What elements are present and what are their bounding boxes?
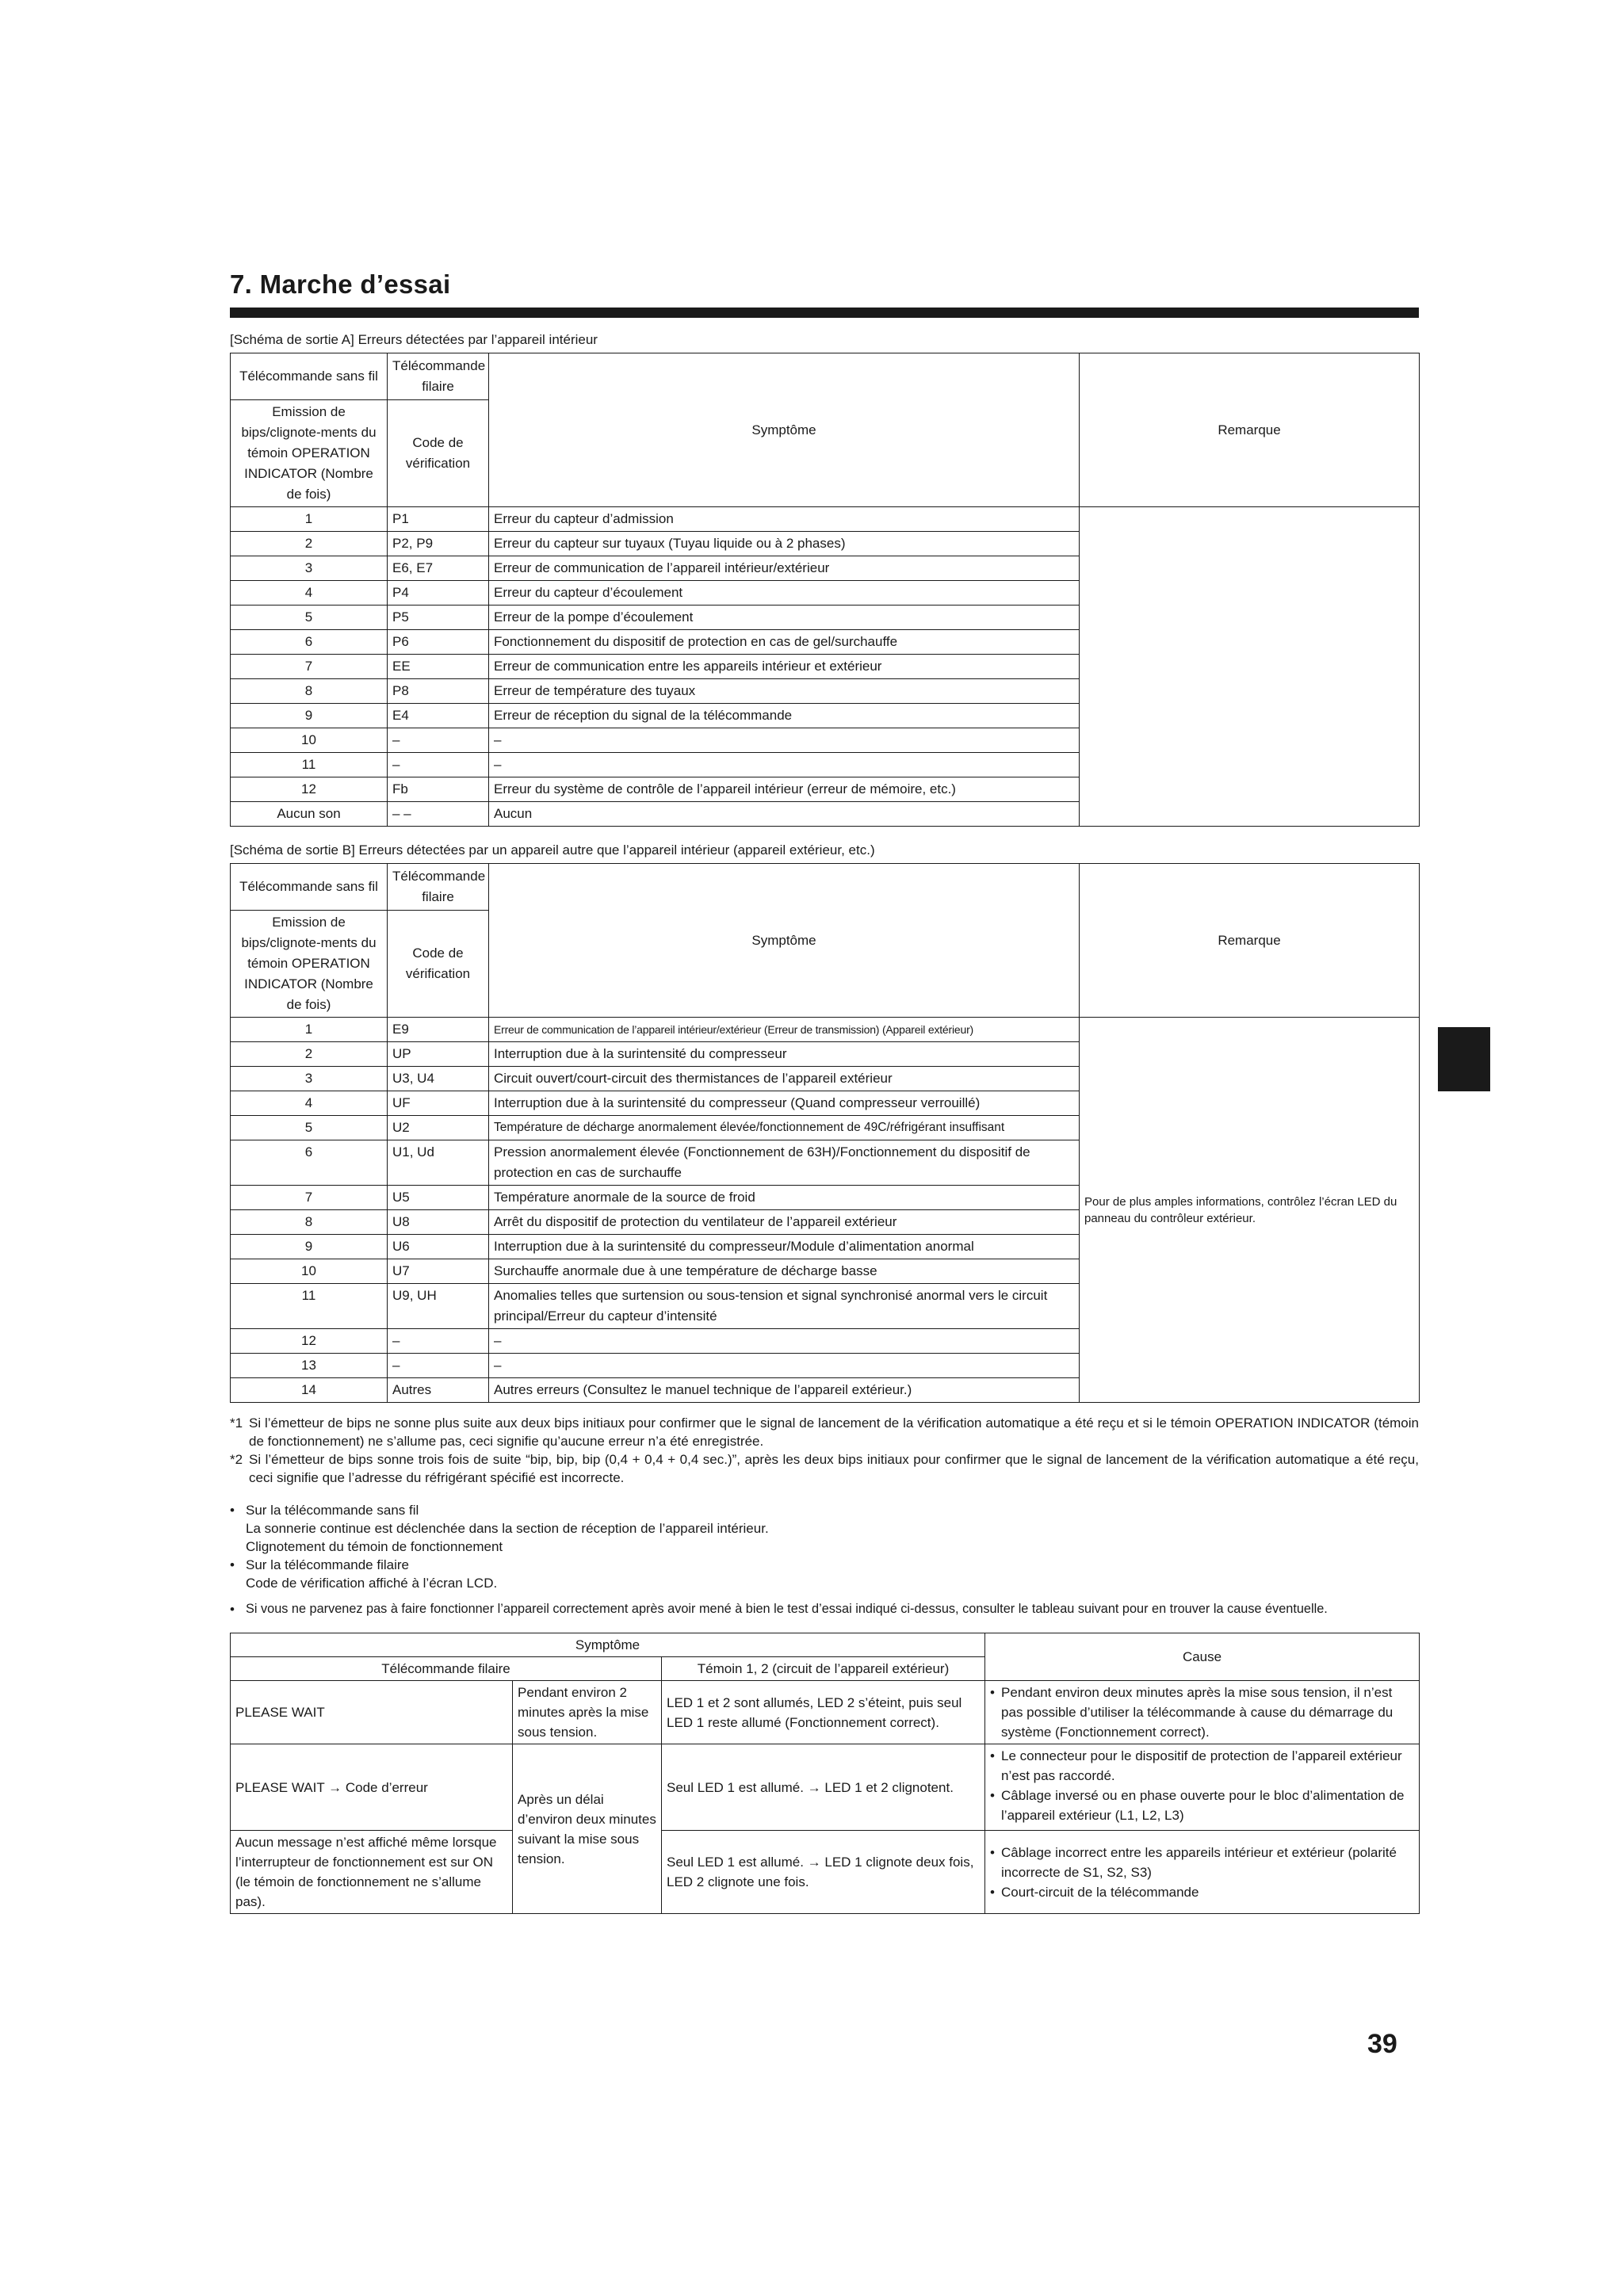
cause-item: [990, 1746, 1414, 1786]
beep-count-cell: 3: [231, 556, 388, 581]
cause-row23-time: Après un délai d’environ deux minutes suivant la mise sous tension.: [513, 1744, 662, 1914]
cause-item: [990, 1786, 1414, 1825]
cause-header-wired: Télécommande filaire: [231, 1657, 662, 1681]
check-code-cell: P6: [388, 630, 489, 655]
bullet-item: [230, 1600, 1419, 1618]
header-symptom: Symptôme: [489, 864, 1080, 1018]
check-code-cell: P2, P9: [388, 532, 489, 556]
beep-count-cell: 12: [231, 1329, 388, 1354]
check-code-cell: E9: [388, 1018, 489, 1042]
cause-row2-display: PLEASE WAIT → Code d’erreur: [231, 1744, 513, 1831]
cause-header-cause: Cause: [985, 1633, 1420, 1681]
check-code-cell: U5: [388, 1186, 489, 1210]
beep-count-cell: 2: [231, 1042, 388, 1067]
footnote-mark: *2: [230, 1452, 243, 1467]
table-b-caption: [Schéma de sortie B] Erreurs détectées par un appareil autre que l’appareil intérieur (appareil extérieur, etc.): [230, 842, 875, 858]
bullet-detail: Clignotement du témoin de fonctionnement: [246, 1539, 503, 1554]
check-code-cell: E4: [388, 704, 489, 728]
beep-count-cell: 9: [231, 704, 388, 728]
cause-text: Câblage incorrect entre les appareils intérieur et extérieur (polarité incorrecte de S1, S2, S3): [1001, 1844, 1397, 1880]
beep-count-cell: 6: [231, 1140, 388, 1186]
symptom-cell: –: [489, 753, 1080, 777]
check-code-cell: Autres: [388, 1378, 489, 1403]
cause-row1-cause: [985, 1681, 1420, 1744]
table-row: [231, 507, 1420, 532]
check-code-cell: U6: [388, 1235, 489, 1259]
symptom-cell: Erreur de communication de l’appareil intérieur/extérieur (Erreur de transmission) (Appareil extérieur): [489, 1018, 1080, 1042]
footnote-text: Si l’émetteur de bips sonne trois fois de suite “bip, bip, bip (0,4 + 0,4 + 0,4 sec.)”, après les deux bips initiaux pour confirmer que le signal de lancement de la vérification automatique a été reçu, ceci signifie que l’adresse du réfrigérant spécifié est incorrecte.: [249, 1452, 1419, 1485]
check-code-cell: U7: [388, 1259, 489, 1284]
cause-text: Le connecteur pour le dispositif de protection de l’appareil extérieur n’est pas raccordé.: [1001, 1748, 1402, 1783]
symptom-cell: Circuit ouvert/court-circuit des thermistances de l’appareil extérieur: [489, 1067, 1080, 1091]
bullet-detail: Code de vérification affiché à l’écran LCD.: [246, 1576, 498, 1591]
beep-count-cell: 4: [231, 581, 388, 606]
symptom-cell: Arrêt du dispositif de protection du ventilateur de l’appareil extérieur: [489, 1210, 1080, 1235]
symptom-cell: Fonctionnement du dispositif de protection en cas de gel/surchauffe: [489, 630, 1080, 655]
symptom-cell: Erreur du capteur d’admission: [489, 507, 1080, 532]
section-tab-marker: [1438, 1027, 1490, 1091]
symptom-cell: Erreur de réception du signal de la télécommande: [489, 704, 1080, 728]
bullet-list: [230, 1501, 1419, 1618]
bullet-icon: •: [230, 1602, 235, 1617]
cause-row3-display: Aucun message n’est affiché même lorsque l’interrupteur de fonctionnement est sur ON (le témoin de fonctionnement ne s’allume pas).: [231, 1831, 513, 1914]
check-code-cell: EE: [388, 655, 489, 679]
beep-count-cell: 8: [231, 679, 388, 704]
check-code-cell: U2: [388, 1116, 489, 1140]
beep-count-cell: 14: [231, 1378, 388, 1403]
check-code-cell: P4: [388, 581, 489, 606]
symptom-cell: –: [489, 1354, 1080, 1378]
header-code: Code de vérification: [388, 400, 489, 507]
remark-cell: Pour de plus amples informations, contrôlez l’écran LED du panneau du contrôleur extérieur.: [1080, 1018, 1420, 1403]
beep-count-cell: 7: [231, 655, 388, 679]
bullet-text: Sur la télécommande filaire: [246, 1557, 409, 1572]
cause-item: [990, 1882, 1414, 1902]
bullet-icon: •: [230, 1503, 235, 1518]
bullet-icon: •: [990, 1884, 995, 1900]
section-title: 7. Marche d’essai: [230, 269, 1419, 318]
beep-count-cell: Aucun son: [231, 802, 388, 827]
table-b: [230, 863, 1420, 1403]
cause-item: [990, 1683, 1414, 1742]
check-code-cell: UP: [388, 1042, 489, 1067]
bullet-icon: •: [990, 1788, 995, 1803]
check-code-cell: U3, U4: [388, 1067, 489, 1091]
symptom-cell: Autres erreurs (Consultez le manuel technique de l’appareil extérieur.): [489, 1378, 1080, 1403]
cause-row1-led: LED 1 et 2 sont allumés, LED 2 s’éteint, puis seul LED 1 reste allumé (Fonctionnement correct).: [662, 1681, 985, 1744]
beep-count-cell: 11: [231, 1284, 388, 1329]
symptom-cell: Température de décharge anormalement élevée/fonctionnement de 49C/réfrigérant insuffisant: [489, 1116, 1080, 1140]
header-wireless: Télécommande sans fil: [231, 353, 388, 400]
bullet-item: [230, 1501, 1419, 1519]
cause-table: [230, 1633, 1420, 1914]
bullet-icon: •: [990, 1844, 995, 1860]
beep-count-cell: 11: [231, 753, 388, 777]
symptom-cell: Erreur du capteur d’écoulement: [489, 581, 1080, 606]
symptom-cell: Température anormale de la source de froid: [489, 1186, 1080, 1210]
table-a: [230, 353, 1420, 827]
check-code-cell: UF: [388, 1091, 489, 1116]
cause-text: Câblage inversé ou en phase ouverte pour le bloc d’alimentation de l’appareil extérieur (L1, L2, L3): [1001, 1788, 1405, 1823]
header-wired: Télécommande filaire: [388, 864, 489, 911]
footnotes: [230, 1414, 1419, 1487]
symptom-cell: –: [489, 728, 1080, 753]
cause-row1-display: PLEASE WAIT: [231, 1681, 513, 1744]
beep-count-cell: 1: [231, 507, 388, 532]
cause-row3-led: Seul LED 1 est allumé. → LED 1 clignote deux fois, LED 2 clignote une fois.: [662, 1831, 985, 1914]
check-code-cell: –: [388, 728, 489, 753]
check-code-cell: – –: [388, 802, 489, 827]
beep-count-cell: 6: [231, 630, 388, 655]
check-code-cell: U9, UH: [388, 1284, 489, 1329]
check-code-cell: U8: [388, 1210, 489, 1235]
symptom-cell: Aucun: [489, 802, 1080, 827]
footnote: [230, 1450, 1419, 1487]
symptom-cell: Pression anormalement élevée (Fonctionnement de 63H)/Fonctionnement du dispositif de protection en cas de surchauffe: [489, 1140, 1080, 1186]
beep-count-cell: 10: [231, 728, 388, 753]
bullet-icon: •: [990, 1748, 995, 1763]
beep-count-cell: 4: [231, 1091, 388, 1116]
beep-count-cell: 5: [231, 1116, 388, 1140]
check-code-cell: –: [388, 753, 489, 777]
table-a-caption: [Schéma de sortie A] Erreurs détectées par l’appareil intérieur: [230, 332, 598, 347]
cause-item: [990, 1843, 1414, 1882]
check-code-cell: P5: [388, 606, 489, 630]
header-emission: Emission de bips/clignote-ments du témoin OPERATION INDICATOR (Nombre de fois): [231, 911, 388, 1018]
cause-row2-cause: [985, 1744, 1420, 1831]
header-code: Code de vérification: [388, 911, 489, 1018]
symptom-cell: Erreur de température des tuyaux: [489, 679, 1080, 704]
symptom-cell: Anomalies telles que surtension ou sous-tension et signal synchronisé anormal vers le circuit principal/Erreur du capteur d’intensité: [489, 1284, 1080, 1329]
symptom-cell: Interruption due à la surintensité du compresseur: [489, 1042, 1080, 1067]
symptom-cell: Surchauffe anormale due à une température de décharge basse: [489, 1259, 1080, 1284]
footnote-text: Si l’émetteur de bips ne sonne plus suite aux deux bips initiaux pour confirmer que le signal de lancement de la vérification automatique a été reçu et si le témoin OPERATION INDICATOR (témoin de fonctionnement) ne s’allume pas, ceci signifie qu’aucune erreur n’a été enregistrée.: [249, 1415, 1419, 1449]
bullet-text: Si vous ne parvenez pas à faire fonctionner l’appareil correctement après avoir mené à bien le test d’essai indiqué ci-dessus, consulter le tableau suivant pour en trouver la cause éventuelle.: [246, 1602, 1328, 1616]
bullet-detail: La sonnerie continue est déclenchée dans la section de réception de l’appareil intérieur.: [246, 1521, 769, 1536]
cause-header-led: Témoin 1, 2 (circuit de l’appareil extérieur): [662, 1657, 985, 1681]
symptom-cell: Interruption due à la surintensité du compresseur/Module d’alimentation anormal: [489, 1235, 1080, 1259]
cause-header-symptom: Symptôme: [231, 1633, 985, 1657]
header-remark: Remarque: [1080, 353, 1420, 507]
check-code-cell: U1, Ud: [388, 1140, 489, 1186]
remark-cell: [1080, 507, 1420, 827]
symptom-cell: Erreur de communication de l’appareil intérieur/extérieur: [489, 556, 1080, 581]
table-row: [231, 1018, 1420, 1042]
beep-count-cell: 13: [231, 1354, 388, 1378]
beep-count-cell: 5: [231, 606, 388, 630]
cause-text: Court-circuit de la télécommande: [1001, 1884, 1199, 1900]
bullet-icon: •: [990, 1685, 995, 1700]
bullet-icon: •: [230, 1557, 235, 1572]
bullet-text: Sur la télécommande sans fil: [246, 1503, 419, 1518]
header-wired: Télécommande filaire: [388, 353, 489, 400]
header-symptom: Symptôme: [489, 353, 1080, 507]
bullet-item: [230, 1556, 1419, 1574]
beep-count-cell: 9: [231, 1235, 388, 1259]
check-code-cell: P1: [388, 507, 489, 532]
header-remark: Remarque: [1080, 864, 1420, 1018]
beep-count-cell: 7: [231, 1186, 388, 1210]
symptom-cell: –: [489, 1329, 1080, 1354]
cause-row1-time: Pendant environ 2 minutes après la mise sous tension.: [513, 1681, 662, 1744]
footnote: [230, 1414, 1419, 1450]
check-code-cell: –: [388, 1354, 489, 1378]
symptom-cell: Interruption due à la surintensité du compresseur (Quand compresseur verrouillé): [489, 1091, 1080, 1116]
symptom-cell: Erreur de la pompe d’écoulement: [489, 606, 1080, 630]
beep-count-cell: 2: [231, 532, 388, 556]
header-wireless: Télécommande sans fil: [231, 864, 388, 911]
beep-count-cell: 1: [231, 1018, 388, 1042]
beep-count-cell: 12: [231, 777, 388, 802]
check-code-cell: –: [388, 1329, 489, 1354]
table-b-body: [231, 1018, 1420, 1403]
check-code-cell: P8: [388, 679, 489, 704]
check-code-cell: Fb: [388, 777, 489, 802]
beep-count-cell: 8: [231, 1210, 388, 1235]
cause-row2-led: Seul LED 1 est allumé. → LED 1 et 2 clignotent.: [662, 1744, 985, 1831]
table-a-body: [231, 507, 1420, 827]
footnote-mark: *1: [230, 1415, 243, 1431]
header-emission: Emission de bips/clignote-ments du témoin OPERATION INDICATOR (Nombre de fois): [231, 400, 388, 507]
cause-text: Pendant environ deux minutes après la mise sous tension, il n’est pas possible d’utiliser la télécommande à cause du démarrage du système (Fonctionnement correct).: [1001, 1685, 1394, 1740]
check-code-cell: E6, E7: [388, 556, 489, 581]
beep-count-cell: 3: [231, 1067, 388, 1091]
page-content: [230, 269, 1419, 1914]
symptom-cell: Erreur du capteur sur tuyaux (Tuyau liquide ou à 2 phases): [489, 532, 1080, 556]
cause-row3-cause: [985, 1831, 1420, 1914]
symptom-cell: Erreur du système de contrôle de l’appareil intérieur (erreur de mémoire, etc.): [489, 777, 1080, 802]
beep-count-cell: 10: [231, 1259, 388, 1284]
symptom-cell: Erreur de communication entre les appareils intérieur et extérieur: [489, 655, 1080, 679]
page-number: 39: [1367, 2029, 1397, 2059]
